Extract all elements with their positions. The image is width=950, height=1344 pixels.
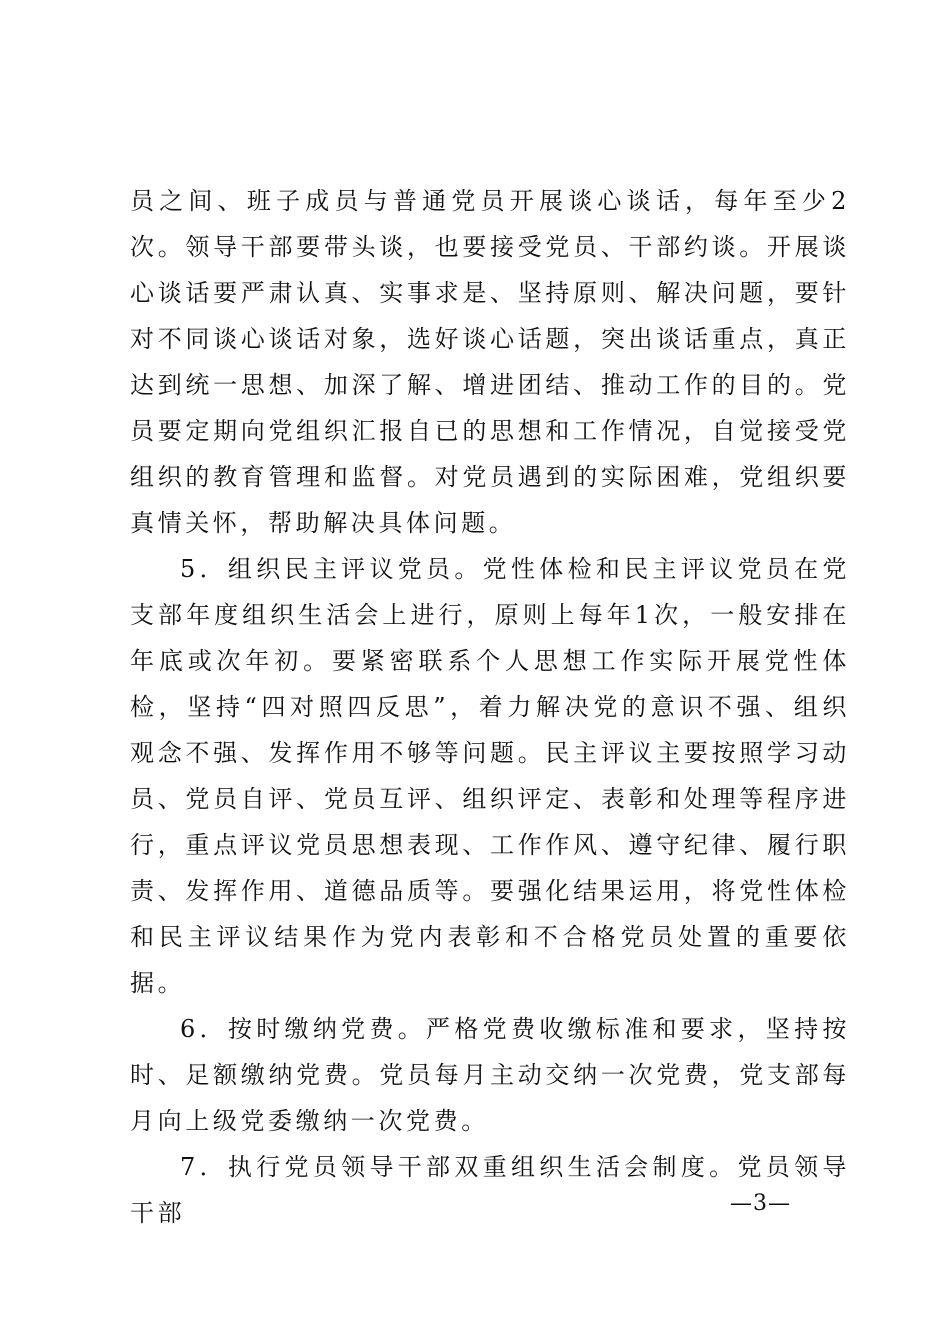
paragraph-item-5: 5．组织民主评议党员。党性体检和民主评议党员在党支部年度组织生活会上进行，原则上每年1次，一般安排在年底或次年初。要紧密联系个人思想工作实际开展党性体检，坚持“四对照四反思”，着力解决党的意识不强、组织观念不强、发挥作用不够等问题。民主评议主要按照学习动员、党员自评、党员互评、组织评定、表彰和处理等程序进行，重点评议党员思想表现、工作作风、遵守纪律、履行职责、发挥作用、道德品质等。要强化结果运用，将党性体检和民主评议结果作为党内表彰和不合格党员处置的重要依据。: [130, 555, 850, 997]
page-number: —3—: [730, 1191, 791, 1216]
paragraph-item-6: 6．按时缴纳党费。严格党费收缴标准和要求，坚持按时、足额缴纳党费。党员每月主动交纳一次党费，党支部每月向上级党委缴纳一次党费。: [130, 1015, 850, 1135]
paragraph-item-7: 7．执行党员领导干部双重组织生活会制度。党员领导干部: [130, 1153, 850, 1227]
document-body: [130, 178, 850, 1236]
paragraph-continuation: 员之间、班子成员与普通党员开展谈心谈话，每年至少2次。领导干部要带头谈，也要接受党员、干部约谈。开展谈心谈话要严肃认真、实事求是、坚持原则、解决问题，要针对不同谈心谈话对象，选好谈心话题，突出谈话重点，真正达到统一思想、加深了解、增进团结、推动工作的目的。党员要定期向党组织汇报自已的思想和工作情况，自觉接受党组织的教育管理和监督。对党员遇到的实际困难，党组织要真情关怀，帮助解决具体问题。: [130, 187, 850, 537]
